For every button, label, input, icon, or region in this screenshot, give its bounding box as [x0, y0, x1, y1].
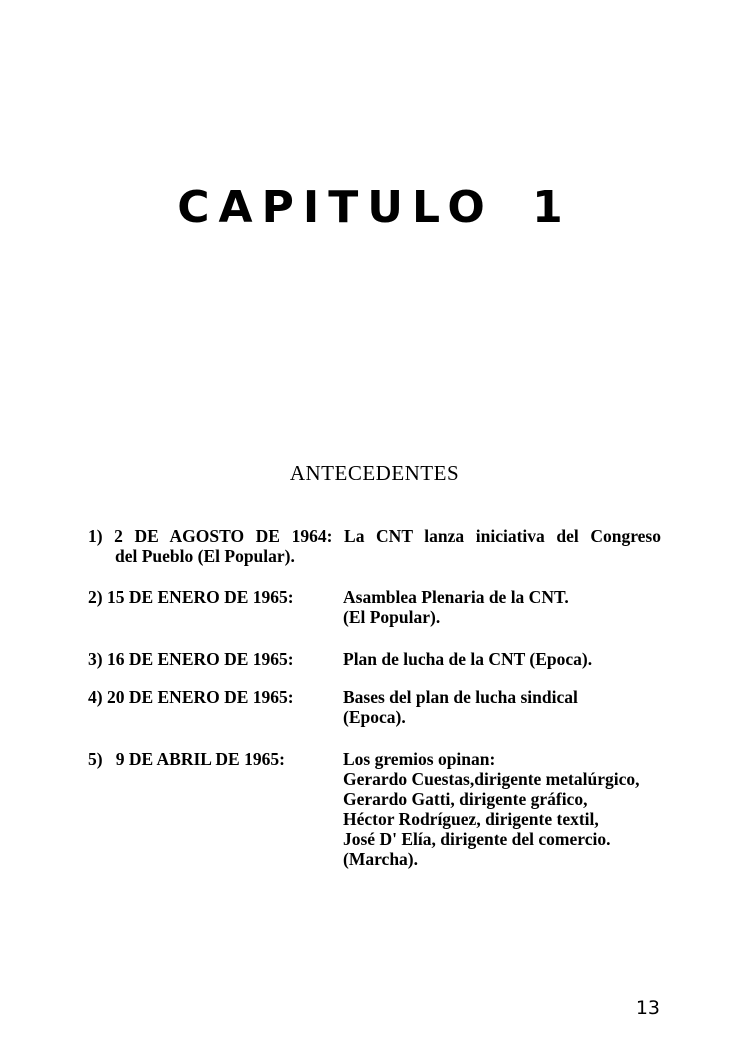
- entry-description: La CNT lanza iniciativa del Congreso: [344, 526, 661, 546]
- chapter-title: CAPITULO 1: [177, 182, 572, 233]
- entry-description: Los gremios opinan: Gerardo Cuestas,dirigente metalúrgico, Gerardo Gatti, dirigente gráfico, Héctor Rodríguez, dirigente textil, José D' Elía, dirigente del comercio. (Marcha).: [343, 749, 640, 869]
- entry-first-line: [88, 526, 661, 546]
- list-item: [88, 526, 678, 566]
- entry-date: 5) 9 DE ABRIL DE 1965:: [88, 749, 285, 769]
- entry-date: 2) 15 DE ENERO DE 1965:: [88, 587, 294, 607]
- page-number: 13: [635, 997, 660, 1019]
- entry-description-continuation: del Pueblo (El Popular).: [115, 546, 295, 566]
- entry-date: 3) 16 DE ENERO DE 1965:: [88, 649, 294, 669]
- entry-description: Plan de lucha de la CNT (Epoca).: [343, 649, 593, 669]
- entry-date: 4) 20 DE ENERO DE 1965:: [88, 687, 294, 707]
- entry-date: 1) 2 DE AGOSTO DE 1964:: [88, 526, 333, 546]
- entry-description: Bases del plan de lucha sindical (Epoca).: [343, 687, 578, 727]
- section-heading: ANTECEDENTES: [289, 461, 460, 485]
- entry-description: Asamblea Plenaria de la CNT. (El Popular).: [343, 587, 569, 627]
